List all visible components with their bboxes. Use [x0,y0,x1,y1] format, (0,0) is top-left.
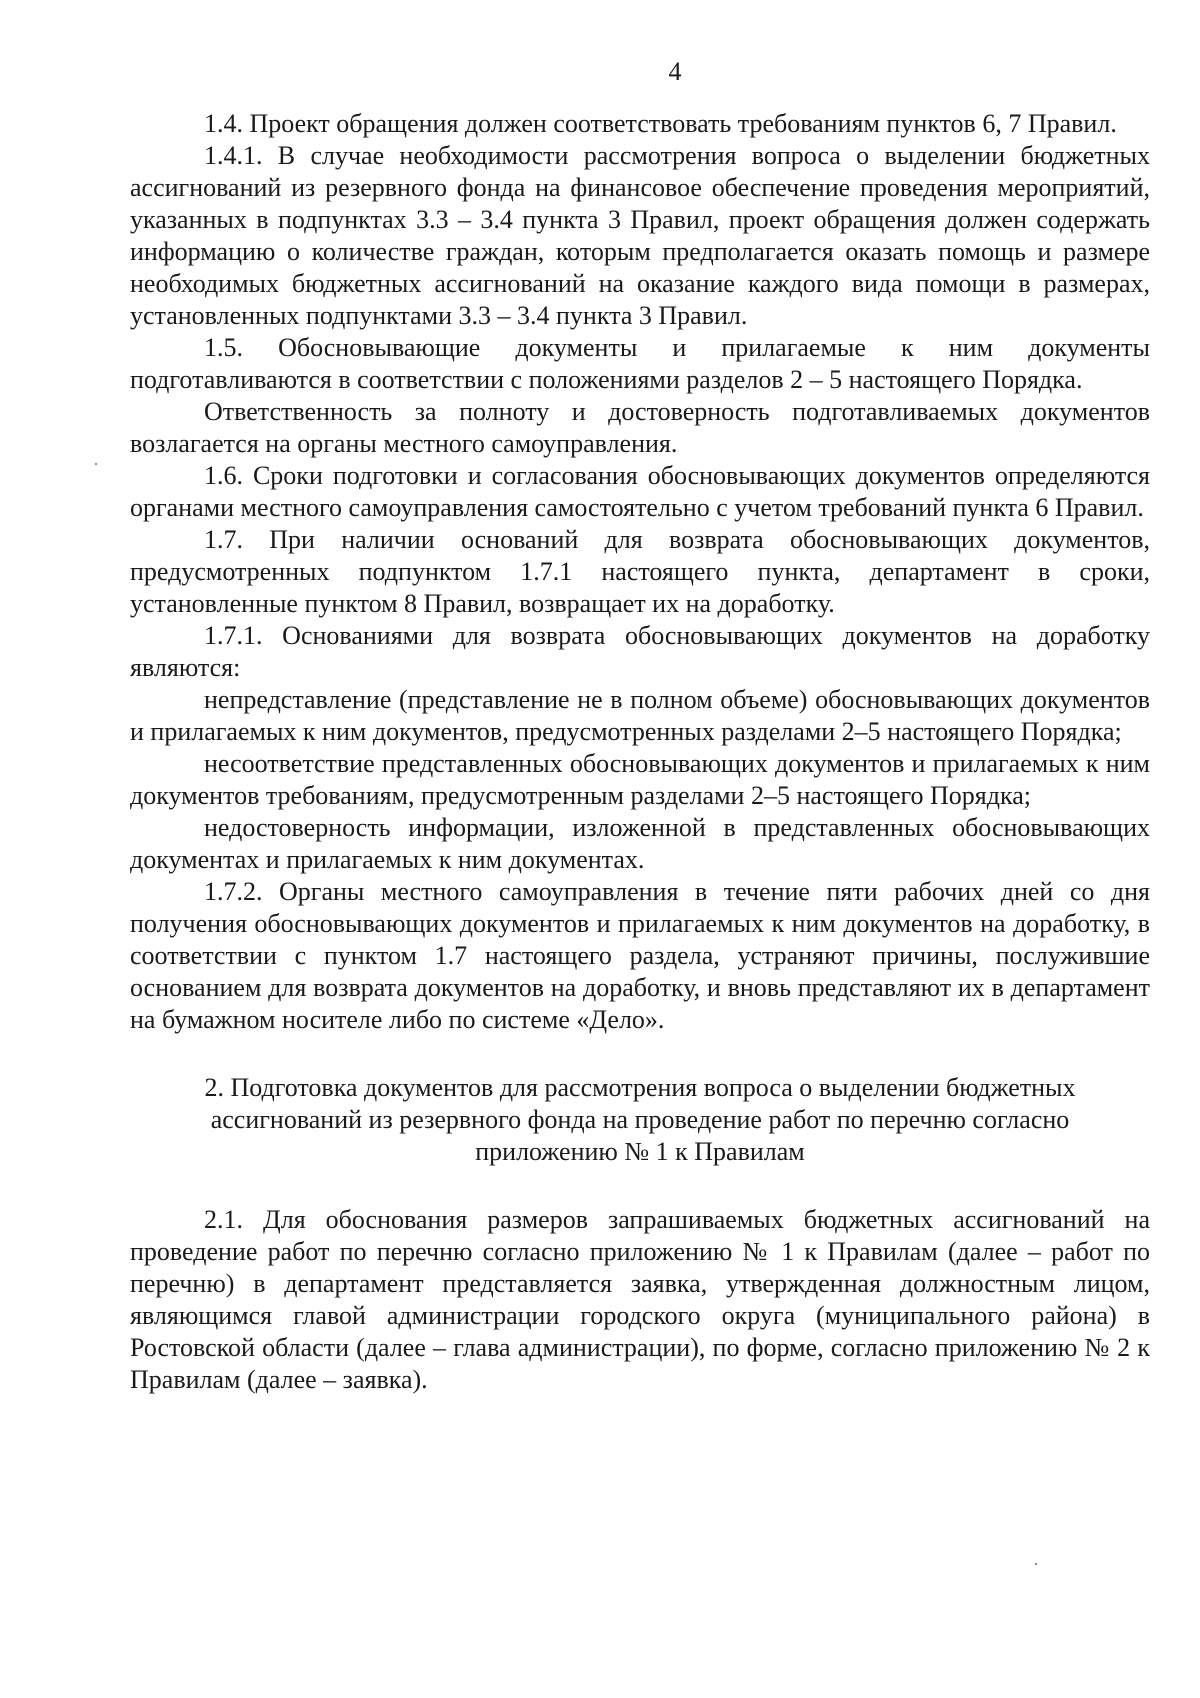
paragraph-1-4: 1.4. Проект обращения должен соответствовать требованиям пунктов 6, 7 Правил. [204,109,1117,138]
paragraph-1-7: 1.7. При наличии оснований для возврата обосновывающих документов, предусмотренных подпунктом 1.7.1 настоящего пункта, департамент в сроки, установленные пунктом 8 Правил, возвращает их на доработку. [130,525,1150,618]
paragraph-ground-3: недостоверность информации, изложенной в представленных обосновывающих документах и прилагаемых к ним документах. [130,813,1150,874]
paragraph-1-7-2: 1.7.2. Органы местного самоуправления в течение пяти рабочих дней со дня получения обосновывающих документов и прилагаемых к ним документов на доработку, в соответствии с пунктом 1.7 настоящего раздела, устраняют причины, послужившие основанием для возврата документов на доработку, и вновь представляют их в департамент на бумажном носителе либо по системе «Дело». [130,877,1150,1034]
paragraph-1-6: 1.6. Сроки подготовки и согласования обосновывающих документов определяются органами местного самоуправления самостоятельно с учетом требований пункта 6 Правил. [130,461,1150,522]
page-number: 4 [668,57,682,86]
section-2-title: 2. Подготовка документов для рассмотрения вопроса о выделении бюджетных ассигнований из резервного фонда на проведение работ по перечню согласно приложению № 1 к Правилам [204,1073,1076,1166]
paragraph-1-7-1: 1.7.1. Основаниями для возврата обосновывающих документов на доработку являются: [130,621,1150,682]
scan-speck [1035,1563,1037,1565]
document-page [130,56,1150,1396]
paragraph-1-5: 1.5. Обосновывающие документы и прилагаемые к ним документы подготавливаются в соответствии с положениями разделов 2 – 5 настоящего Порядка. [130,333,1150,394]
paragraph-ground-2: несоответствие представленных обосновывающих документов и прилагаемых к ним документов требованиям, предусмотренным разделами 2–5 настоящего Порядка; [130,749,1150,810]
paragraph-responsibility: Ответственность за полноту и достоверность подготавливаемых документов возлагается на органы местного самоуправления. [130,397,1150,458]
paragraph-1-4-1: 1.4.1. В случае необходимости рассмотрения вопроса о выделении бюджетных ассигнований из резервного фонда на финансовое обеспечение проведения мероприятий, указанных в подпунктах 3.3 – 3.4 пункта 3 Правил, проект обращения должен содержать информацию о количестве граждан, которым предполагается оказать помощь и размере необходимых бюджетных ассигнований на оказание каждого вида помощи в размерах, установленных подпунктами 3.3 – 3.4 пункта 3 Правил. [130,141,1150,330]
scan-speck [95,463,97,465]
paragraph-ground-1: непредставление (представление не в полном объеме) обосновывающих документов и прилагаемых к ним документов, предусмотренных разделами 2–5 настоящего Порядка; [130,685,1150,746]
paragraph-2-1: 2.1. Для обоснования размеров запрашиваемых бюджетных ассигнований на проведение работ по перечню согласно приложению № 1 к Правилам (далее – работ по перечню) в департамент представляется заявка, утвержденная должностным лицом, являющимся главой администрации городского округа (муниципального района) в Ростовской области (далее – глава администрации), по форме, согласно приложению № 2 к Правилам (далее – заявка). [130,1205,1150,1394]
